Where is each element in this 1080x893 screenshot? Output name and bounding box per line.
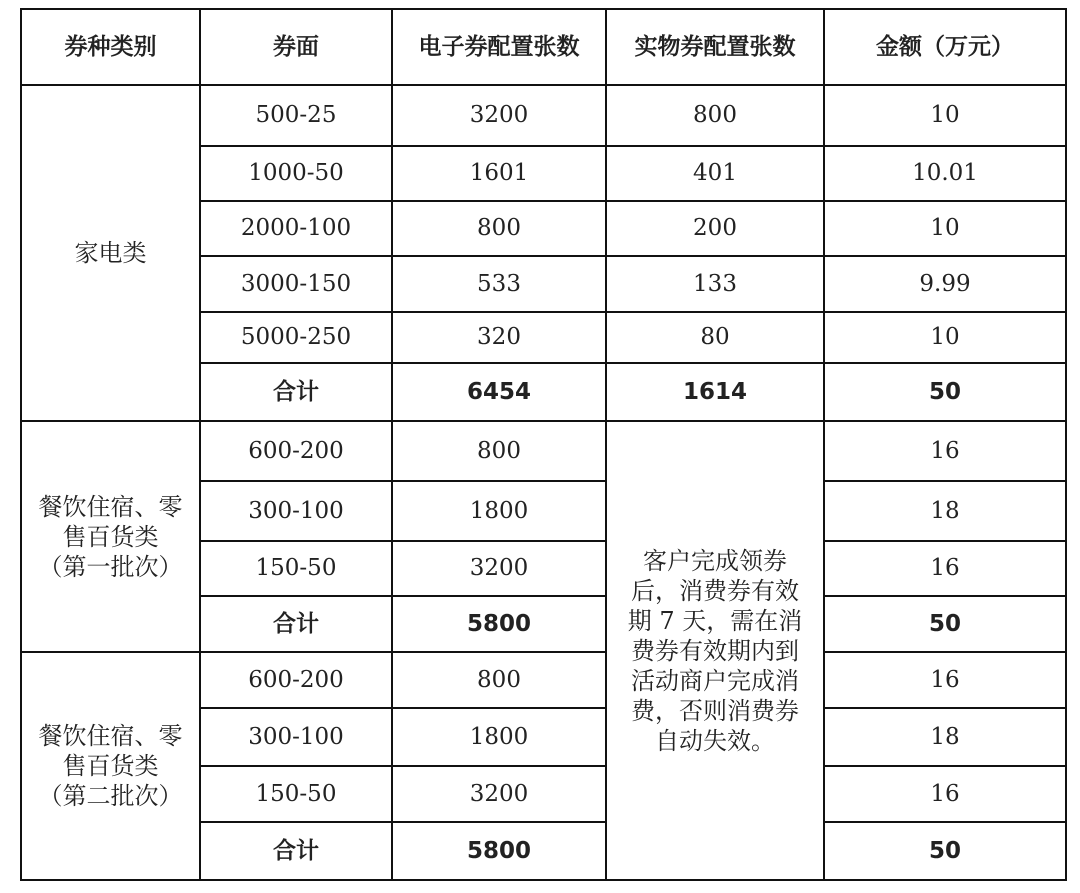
note-line: 后，消费券有效 — [631, 576, 799, 605]
denomination-cell: 5000-250 — [200, 312, 392, 363]
denomination-cell: 600-200 — [200, 421, 392, 481]
category-line: （第二批次） — [38, 782, 183, 810]
electronic-count-cell: 800 — [392, 652, 606, 708]
note-line: 自动失效。 — [655, 726, 775, 755]
category-line: 售百货类 — [62, 752, 159, 780]
physical-count-cell: 80 — [606, 312, 824, 363]
category-line: 餐饮住宿、零 — [38, 722, 183, 750]
total-electronic: 5800 — [392, 822, 606, 880]
note-line: 期 7 天，需在消 — [627, 606, 803, 635]
denomination-cell: 150-50 — [200, 766, 392, 822]
header-physical-count: 实物券配置张数 — [606, 9, 824, 85]
electronic-count-cell: 1800 — [392, 708, 606, 766]
total-amount: 50 — [824, 363, 1066, 421]
physical-count-cell: 133 — [606, 256, 824, 312]
category-dining-retail-batch-2 — [21, 652, 200, 880]
denomination-cell: 3000-150 — [200, 256, 392, 312]
amount-cell: 16 — [824, 421, 1066, 481]
category-line: 餐饮住宿、零 — [38, 492, 183, 521]
header-denomination: 券面 — [200, 9, 392, 85]
denomination-cell: 600-200 — [200, 652, 392, 708]
total-label: 合计 — [200, 363, 392, 421]
total-label: 合计 — [200, 822, 392, 880]
amount-cell: 16 — [824, 652, 1066, 708]
note-line: 活动商户完成消 — [631, 666, 799, 695]
table-row — [21, 421, 1066, 481]
voucher-allocation-table — [20, 8, 1067, 881]
electronic-count-cell: 1601 — [392, 146, 606, 201]
electronic-count-cell: 800 — [392, 421, 606, 481]
physical-count-cell: 800 — [606, 85, 824, 146]
table-row — [21, 85, 1066, 146]
header-category: 券种类别 — [21, 9, 200, 85]
note-line: 客户完成领券 — [643, 546, 787, 575]
denomination-cell: 2000-100 — [200, 201, 392, 256]
amount-cell: 10.01 — [824, 146, 1066, 201]
total-amount: 50 — [824, 596, 1066, 652]
category-dining-retail-batch-1 — [21, 421, 200, 652]
category-line: （第一批次） — [38, 552, 183, 581]
total-physical: 1614 — [606, 363, 824, 421]
denomination-cell: 500-25 — [200, 85, 392, 146]
amount-cell: 18 — [824, 481, 1066, 541]
denomination-cell: 300-100 — [200, 708, 392, 766]
electronic-count-cell: 1800 — [392, 481, 606, 541]
amount-cell: 16 — [824, 766, 1066, 822]
total-amount: 50 — [824, 822, 1066, 880]
note-line: 费券有效期内到 — [631, 636, 799, 665]
table-row — [21, 652, 1066, 708]
category-appliances: 家电类 — [21, 85, 200, 421]
amount-cell: 10 — [824, 201, 1066, 256]
total-electronic: 5800 — [392, 596, 606, 652]
total-label: 合计 — [200, 596, 392, 652]
electronic-count-cell: 320 — [392, 312, 606, 363]
electronic-count-cell: 533 — [392, 256, 606, 312]
amount-cell: 9.99 — [824, 256, 1066, 312]
denomination-cell: 150-50 — [200, 541, 392, 596]
electronic-count-cell: 3200 — [392, 85, 606, 146]
amount-cell: 10 — [824, 85, 1066, 146]
electronic-count-cell: 3200 — [392, 541, 606, 596]
validity-note — [606, 421, 824, 880]
header-row — [21, 9, 1066, 85]
note-line: 费，否则消费券 — [631, 696, 799, 725]
denomination-cell: 1000-50 — [200, 146, 392, 201]
header-amount: 金额（万元） — [824, 9, 1066, 85]
header-electronic-count: 电子券配置张数 — [392, 9, 606, 85]
amount-cell: 10 — [824, 312, 1066, 363]
amount-cell: 18 — [824, 708, 1066, 766]
denomination-cell: 300-100 — [200, 481, 392, 541]
physical-count-cell: 200 — [606, 201, 824, 256]
total-electronic: 6454 — [392, 363, 606, 421]
amount-cell: 16 — [824, 541, 1066, 596]
electronic-count-cell: 800 — [392, 201, 606, 256]
category-line: 售百货类 — [62, 522, 159, 551]
electronic-count-cell: 3200 — [392, 766, 606, 822]
physical-count-cell: 401 — [606, 146, 824, 201]
